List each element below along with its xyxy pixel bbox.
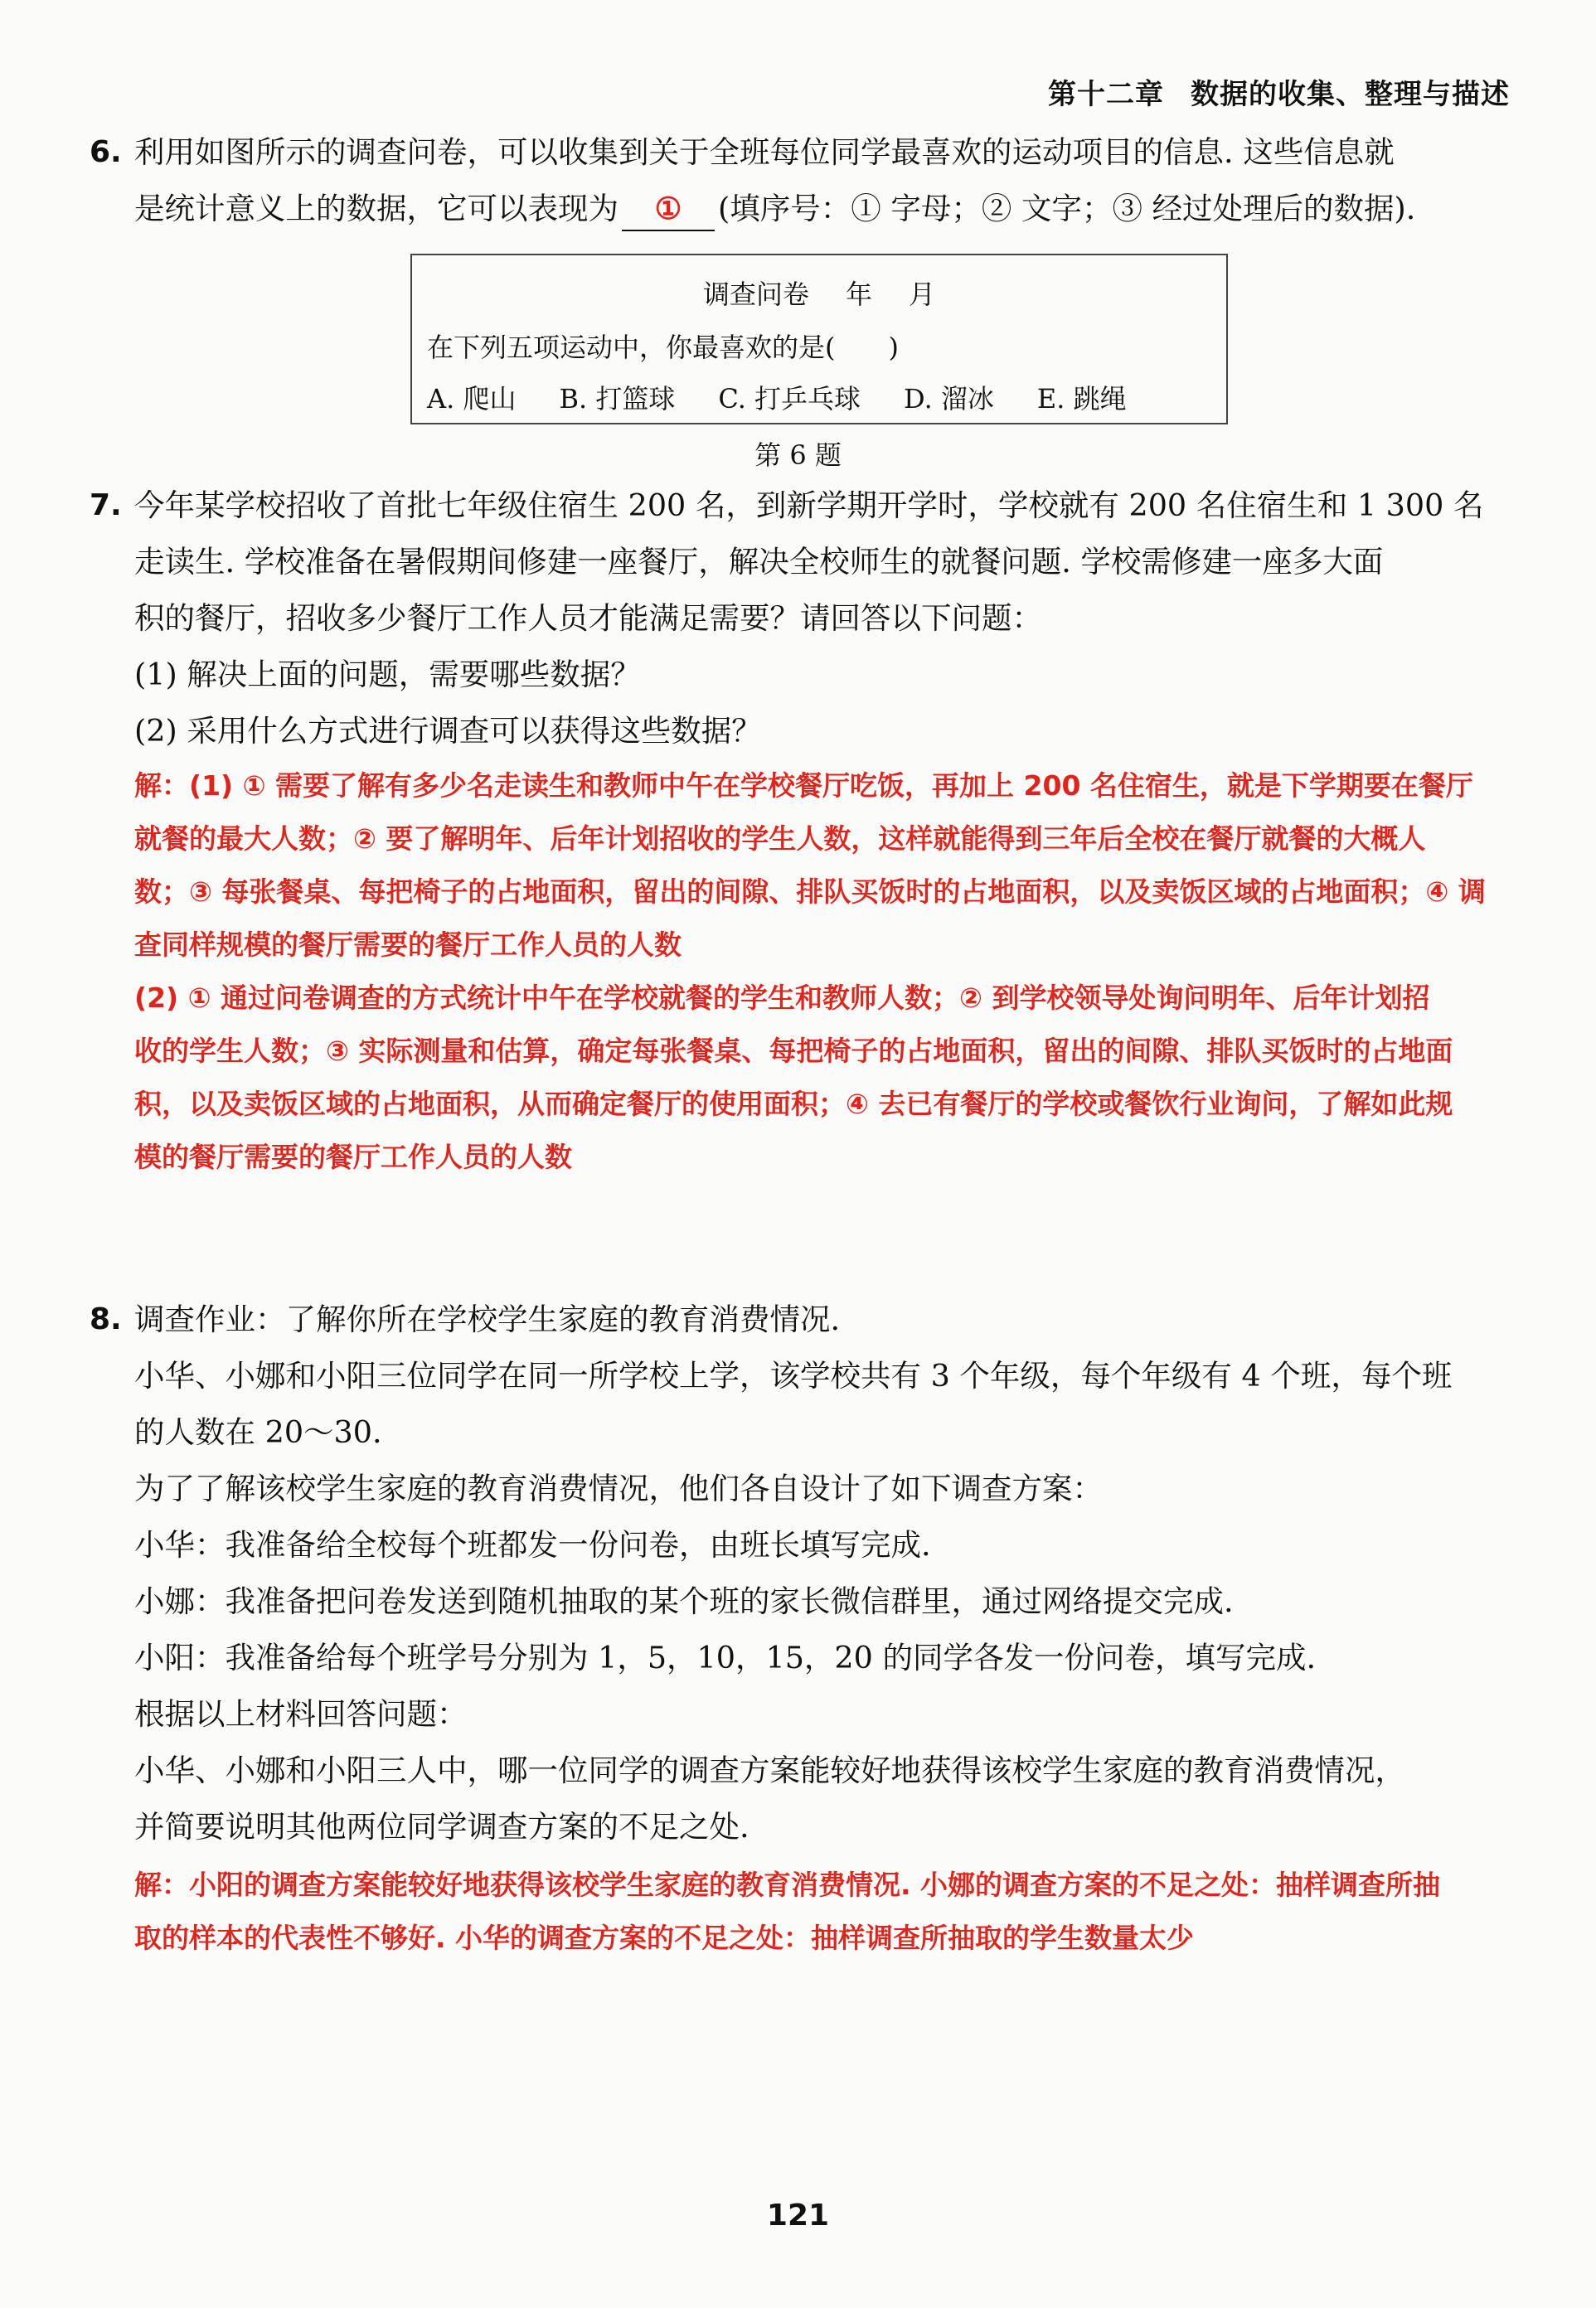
answer-blank: ① <box>622 188 715 231</box>
answer-line: 解：小阳的调查方案能较好地获得该校学生家庭的教育消费情况. 小娜的调查方案的不足之处：抽样调查所抽 <box>134 1869 1441 1901</box>
question-text-line: 走读生. 学校准备在暑假期间修建一座餐厅，解决全校师生的就餐问题. 学校需修建一座多大面 <box>134 544 1384 579</box>
question-6 <box>91 124 1509 237</box>
answer-line: 积，以及卖饭区域的占地面积，从而确定餐厅的使用面积；④ 去已有餐厅的学校或餐饮行业询问，了解如此规 <box>134 1088 1453 1120</box>
question-text-line: 积的餐厅，招收多少餐厅工作人员才能满足需要？请回答以下问题： <box>134 600 1042 636</box>
answer-line: 查同样规模的餐厅需要的餐厅工作人员的人数 <box>134 929 682 961</box>
survey-option: E. 跳绳 <box>1036 383 1127 415</box>
answer-line: 解：(1) ① 需要了解有多少名走读生和教师中午在学校餐厅吃饭，再加上 200 名住宿生，就是下学期要在餐厅 <box>134 769 1473 802</box>
question-text-line: 的人数在 20～30. <box>134 1414 382 1450</box>
answer-line: (2) ① 通过问卷调查的方式统计中午在学校就餐的学生和教师人数；② 到学校领导处询问明年、后年计划招 <box>134 982 1430 1014</box>
survey-question: 在下列五项运动中，你最喜欢的是( ) <box>427 332 899 363</box>
question-text: 是统计意义上的数据，它可以表现为 <box>134 191 619 226</box>
survey-option: A. 爬山 <box>427 383 517 415</box>
survey-year: 年 <box>845 279 872 310</box>
question-text-line: 调查作业：了解你所在学校学生家庭的教育消费情况. <box>134 1302 841 1337</box>
survey-month: 月 <box>909 279 936 310</box>
question-number: 6. <box>90 135 122 169</box>
question-7 <box>91 478 1509 759</box>
question-8 <box>91 1292 1509 1855</box>
question-text-line: 根据以上材料回答问题： <box>134 1696 468 1732</box>
survey-title: 调查问卷 <box>702 279 809 310</box>
question-text-line: 为了了解该校学生家庭的教育消费情况，他们各自设计了如下调查方案： <box>134 1471 1103 1506</box>
survey-option: D. 溜冰 <box>904 383 994 415</box>
figure-caption: 第 6 题 <box>754 439 842 471</box>
survey-options <box>427 378 1170 416</box>
survey-header <box>412 274 1226 312</box>
answer-line: 模的餐厅需要的餐厅工作人员的人数 <box>134 1141 572 1173</box>
question-text-line: 小阳：我准备给每个班学号分别为 1，5，10，15，20 的同学各发一份问卷，填写完成. <box>134 1640 1317 1675</box>
question-text-line: 小华、小娜和小阳三位同学在同一所学校上学，该学校共有 3 个年级，每个年级有 4 个班，每个班 <box>134 1358 1453 1394</box>
question-number: 8. <box>90 1302 122 1336</box>
answer-line: 取的样本的代表性不够好. 小华的调查方案的不足之处：抽样调查所抽取的学生数量太少 <box>134 1922 1195 1954</box>
page-number: 121 <box>766 2199 830 2233</box>
answer-line: 收的学生人数；③ 实际测量和估算，确定每张餐桌、每把椅子的占地面积，留出的间隙、排队买饭时的占地面 <box>134 1035 1453 1067</box>
answer-8 <box>134 1859 1511 1965</box>
chapter-title: 数据的收集、整理与描述 <box>1191 78 1510 111</box>
question-text-line: 今年某学校招收了首批七年级住宿生 200 名，到新学期开学时，学校就有 200 名住宿生和 1 300 名 <box>134 487 1484 523</box>
survey-box <box>410 254 1228 424</box>
page-header <box>1048 71 1510 112</box>
question-text-line: 利用如图所示的调查问卷，可以收集到关于全班每位同学最喜欢的运动项目的信息. 这些信息就 <box>134 134 1395 170</box>
sub-question-2: (2) 采用什么方式进行调查可以获得这些数据？ <box>134 713 762 749</box>
question-number: 7. <box>90 488 122 522</box>
answer-line: 就餐的最大人数；② 要了解明年、后年计划招收的学生人数，这样就能得到三年后全校在餐厅就餐的大概人 <box>134 822 1426 855</box>
question-text-line: 小华、小娜和小阳三人中，哪一位同学的调查方案能较好地获得该校学生家庭的教育消费情况， <box>134 1753 1405 1788</box>
question-text-line: 小华：我准备给全校每个班都发一份问卷，由班长填写完成. <box>134 1527 931 1563</box>
sub-question-1: (1) 解决上面的问题，需要哪些数据？ <box>134 657 641 692</box>
question-text-line: 小娜：我准备把问卷发送到随机抽取的某个班的家长微信群里，通过网络提交完成. <box>134 1583 1234 1619</box>
question-text-line: 并简要说明其他两位同学调查方案的不足之处. <box>134 1809 749 1845</box>
survey-option: B. 打篮球 <box>559 383 676 415</box>
answer-line: 数；③ 每张餐桌、每把椅子的占地面积，留出的间隙、排队买饭时的占地面积，以及卖饭区域的占地面积；④ 调 <box>134 875 1486 908</box>
survey-option: C. 打乒乓球 <box>718 383 861 415</box>
question-text-line <box>91 181 1509 237</box>
question-text: (填序号：① 字母；② 文字；③ 经过处理后的数据). <box>718 191 1416 226</box>
chapter-label: 第十二章 <box>1048 78 1164 111</box>
answer-7 <box>134 759 1511 1184</box>
